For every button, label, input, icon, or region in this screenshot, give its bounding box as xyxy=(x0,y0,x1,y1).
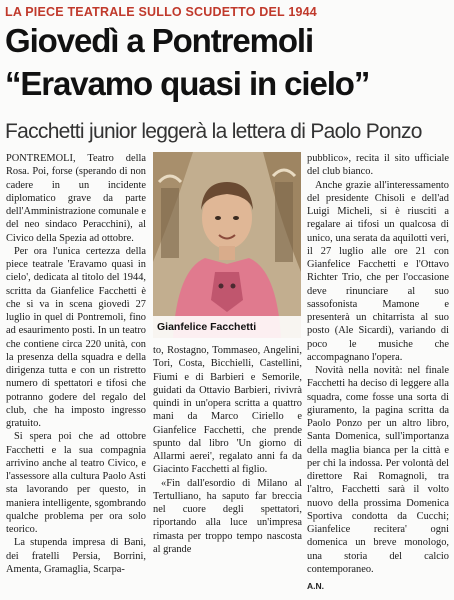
portrait-photo xyxy=(153,152,301,338)
column-2 xyxy=(153,344,302,556)
paragraph: «Fin dall'esordio di Milano al Tertulliano, ha saputo far breccia nel cuore degli spettatori, riportando alla luce un'impresa rimasta per troppo tempo nascosta al grande xyxy=(153,477,302,555)
headline-line-1: Giovedì a Pontremoli xyxy=(5,22,314,59)
author-signature: A.N. xyxy=(307,581,324,591)
subtitle: Facchetti junior leggerà la lettera di Paolo Ponzo xyxy=(5,120,422,143)
paragraph: La stupenda impresa di Bani, dei fratelli Persia, Borrini, Amenta, Gramaglia, Scarpa- xyxy=(6,537,146,575)
kicker: LA PIECE TEATRALE SULLO SCUDETTO DEL 1944 xyxy=(5,5,317,19)
photo-caption: Gianfelice Facchetti xyxy=(153,316,301,338)
column-1 xyxy=(6,152,146,576)
paragraph: Per ora l'unica certezza della piece teatrale 'Eravamo quasi in cielo', dedicata al titolo del 1944, scritta da Gianfelice Facchetti è che si va in scena giovedì 27 luglio in quel di Pontremoli, fino ad esaurimento posti. In un teatro che contiene circa 220 unità, con la presenza della squadra e della dirigenza tutta e con un ristretto numero di spettatori e tifosi che potranno godere del regalo del club, che ha imposto ingresso gratuito. xyxy=(6,245,146,429)
paragraph: PONTREMOLI, Teatro della Rosa. Poi, forse (sperando di non cadere in un incidente diplomatico grave da parte dell'Amministrazione comunale e del neo sindaco Peracchini), al Civico della Spezia ad ottobre. xyxy=(6,153,146,244)
column-3 xyxy=(307,152,449,576)
portrait-illustration xyxy=(153,152,301,338)
paragraph: to, Rostagno, Tommaseo, Angelini, Tori, Costa, Bicchielli, Castellini, Fiumi e di Barbieri e Semorile, guidati da Ottavio Barbieri, rivivrà quindi in un'opera scritta a quattro mani da Marco Ciriello e Gianfelice Facchetti, che prende spunto dal libro 'Un giorno di Allarmi aerei', regalato anni fa da Giacinto Facchetti al figlio. xyxy=(153,345,302,476)
paragraph: pubblico», recita il sito ufficiale del club bianco. xyxy=(307,153,449,178)
headline-line-2: “Eravamo quasi in cielo” xyxy=(5,65,370,102)
paragraph: Novità nella novità: nel finale Facchetti ha deciso di leggere alla squadra, come fosse una sorta di giuramento, la pagina scritta da Paolo Ponzo per un altro libro, Santa Domenica, sull'importanza della maglia bianca per la città e per chi la indossa. Per volontà del direttore Rai Romagnoli, tra l'altro, Facchetti sarà il volto nuovo della prossima Domenica Sportiva condotta da Cucchi; Gianfelice recitera' ogni domenica un breve monologo, una storia del calcio contemporaneo. xyxy=(307,365,449,575)
paragraph: Si spera poi che ad ottobre Facchetti e la sua compagnia arrivino anche al teatro Civico, e l'assessore alla cultura Paolo Asti sta lavorando per questo, in maniera intelligente, sgombrando qualche problema per ora solo teorico. xyxy=(6,431,146,535)
paragraph: Anche grazie all'interessamento del presidente Chisoli e dell'ad Luigi Micheli, si è riusciti a regalare ai tifosi un qualcosa di unico, una serata da aquilotti veri, il 27 luglio alle ore 21 con Gianfelice Facchetti e l'Ottavo Richter Trio, che per l'occasione deve rinunciare al suo sassofonista Mamone e presenterà un chitarrista al suo posto (Ale Sicardi), variando di poco le musiche che accompagnano l'opera. xyxy=(307,179,449,363)
